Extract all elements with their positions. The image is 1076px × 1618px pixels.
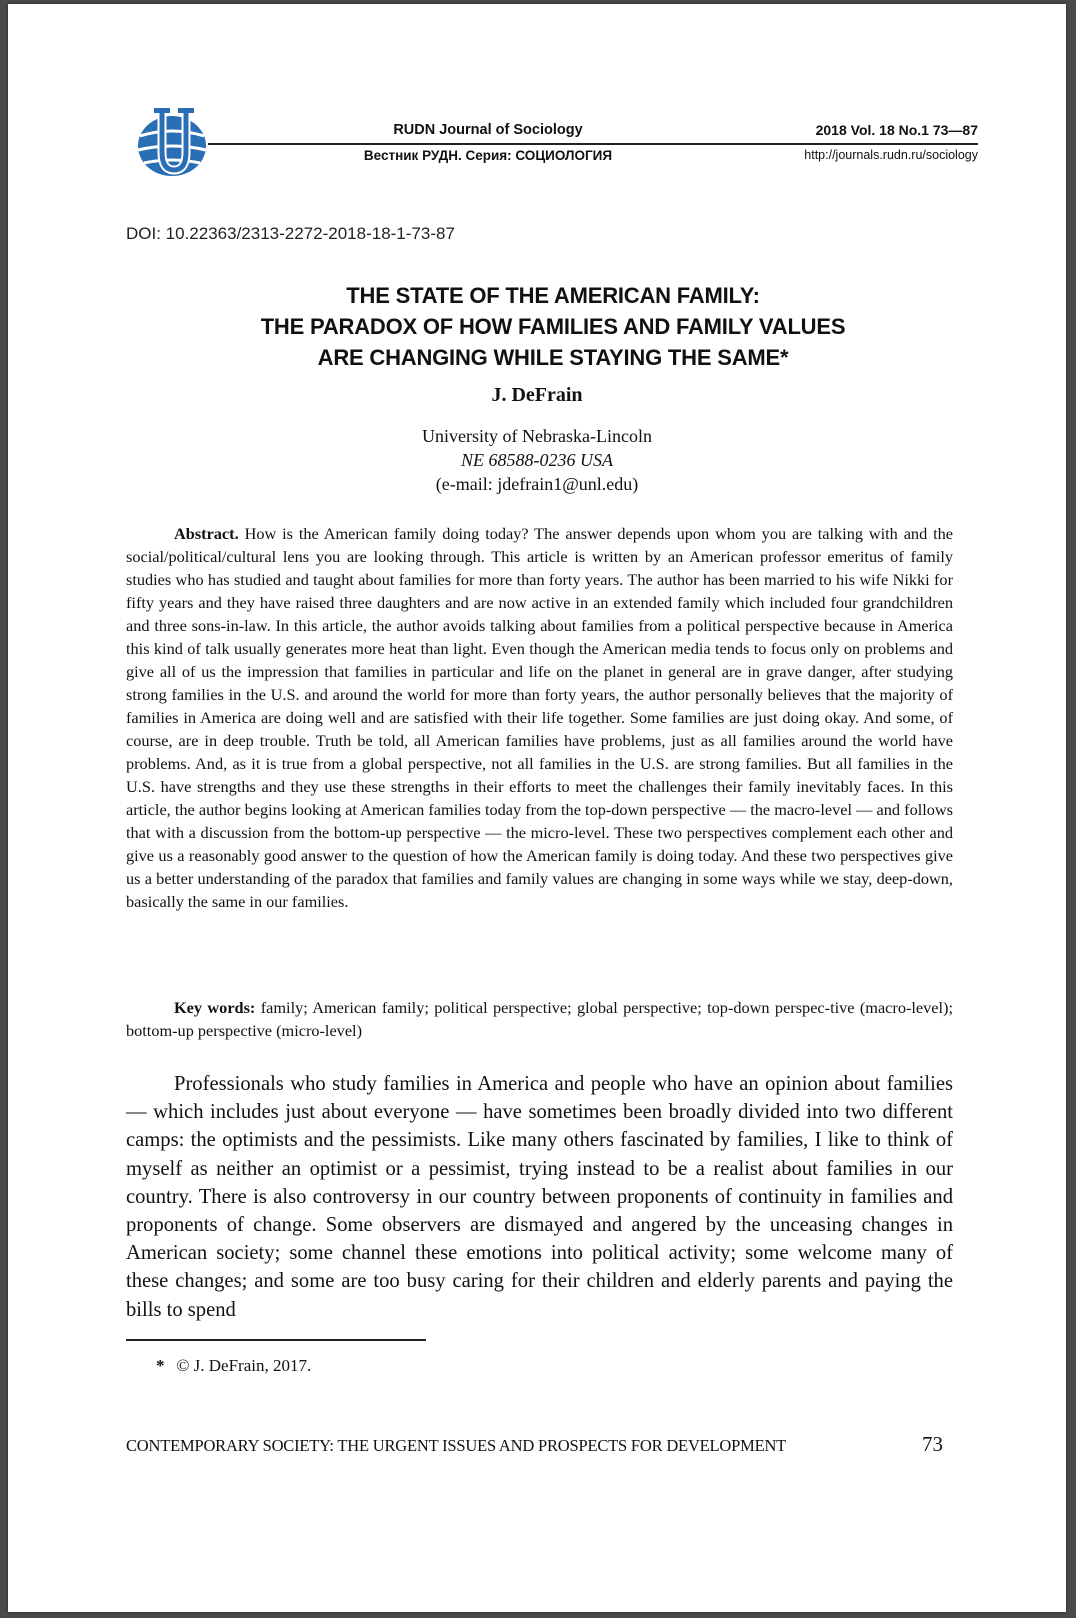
author-name: J. DeFrain	[491, 384, 583, 406]
abstract-label: Abstract.	[174, 524, 239, 543]
journal-page	[8, 4, 1066, 1612]
affiliation-email: (e-mail: jdefrain1@unl.edu)	[435, 474, 639, 494]
title-line-2: THE PARADOX OF HOW FAMILIES AND FAMILY VALUES	[260, 314, 846, 339]
abstract	[126, 522, 953, 913]
series-footer: CONTEMPORARY SOCIETY: THE URGENT ISSUES AND PROSPECTS FOR DEVELOPMENT	[126, 1436, 787, 1455]
page-number: 73	[922, 1432, 943, 1456]
affiliation-address: NE 68588-0236 USA	[461, 450, 613, 470]
footnote	[156, 1356, 311, 1376]
journal-header	[8, 4, 1066, 184]
footnote-text: © J. DeFrain, 2017.	[176, 1356, 312, 1375]
title-line-3: ARE CHANGING WHILE STAYING THE SAME*	[317, 345, 789, 370]
footnote-marker: *	[156, 1356, 165, 1375]
footnote-rule	[126, 1339, 426, 1341]
journal-url-link[interactable]: http://journals.rudn.ru/sociology	[804, 148, 978, 162]
abstract-text: How is the American family doing today? The answer depends upon whom you are talking with and the social/political/cultural lens you are looking through. This article is written by an American professor emeritus of family studies who has studied and taught about families for more than forty years. The author has been married to his wife Nikki for fifty years and they have raised three daughters and are now active in an extended family which included four grandchildren and three sons-in-law. In this article, the author avoids talking about families from a political perspective because in America this kind of talk usually generates more heat than light. Even though the American media tends to focus only on problems and give all of us the impression that families in particular and life on the planet in general are in grave danger, after studying strong families in the U.S. and around the world for more than forty years, the author personally believes that the majority of families in America are doing well and are satisfied with their life together. Some families are just doing okay. And some, of course, are in deep trouble. Truth be told, all American families have problems, just as all families around the world have problems. And, as it is true from a global perspective, not all families in the U.S. are strong families. But all families in the U.S. have strengths and they use these strengths in their efforts to meet the challenges their family inevitably faces. In this article, the author begins looking at American families today from the top-down perspective — the macro-level — and follows that with a discussion from the bottom-up perspective — the micro-level. These two perspectives complement each other and give us a reasonably good answer to the question of how the American family is doing today. And these two perspectives give us a better understanding of the paradox that families and family values are changing in some ways while we stay, deep-down, basically the same in our families.	[126, 524, 953, 911]
keywords-label: Key words:	[174, 998, 256, 1017]
article-title	[108, 280, 998, 373]
issue-info: 2018 Vol. 18 No.1 73—87	[815, 122, 978, 138]
rudn-logo-icon	[132, 106, 216, 182]
doi: DOI: 10.22363/2313-2272-2018-18-1-73-87	[126, 224, 455, 243]
affiliation	[8, 424, 1066, 496]
journal-title-ru: Вестник РУДН. Серия: СОЦИОЛОГИЯ	[363, 148, 613, 163]
title-line-1: THE STATE OF THE AMERICAN FAMILY:	[346, 283, 760, 308]
keywords	[126, 996, 953, 1042]
header-rule	[208, 143, 978, 145]
keywords-text: family; American family; political perspective; global perspective; top-down perspec-tive (macro-level); bottom-up perspective (micro-level)	[126, 998, 953, 1040]
body-paragraph: Professionals who study families in America and people who have an opinion about families — which includes just about everyone — have sometimes been broadly divided into two different camps: the optimists and the pessimists. Like many others fascinated by families, I like to think of myself as neither an optimist or a pessimist, trying instead to be a realist about families in our country. There is also controversy in our country between proponents of continuity in families and proponents of change. Some observers are dismayed and angered by the unceasing changes in American society; some channel these emotions into political activity; some welcome many of these changes; and some are too busy caring for their children and elderly parents and paying the bills to spend	[126, 1073, 953, 1321]
journal-title-en: RUDN Journal of Sociology	[393, 122, 583, 138]
affiliation-university: University of Nebraska-Lincoln	[422, 426, 652, 446]
